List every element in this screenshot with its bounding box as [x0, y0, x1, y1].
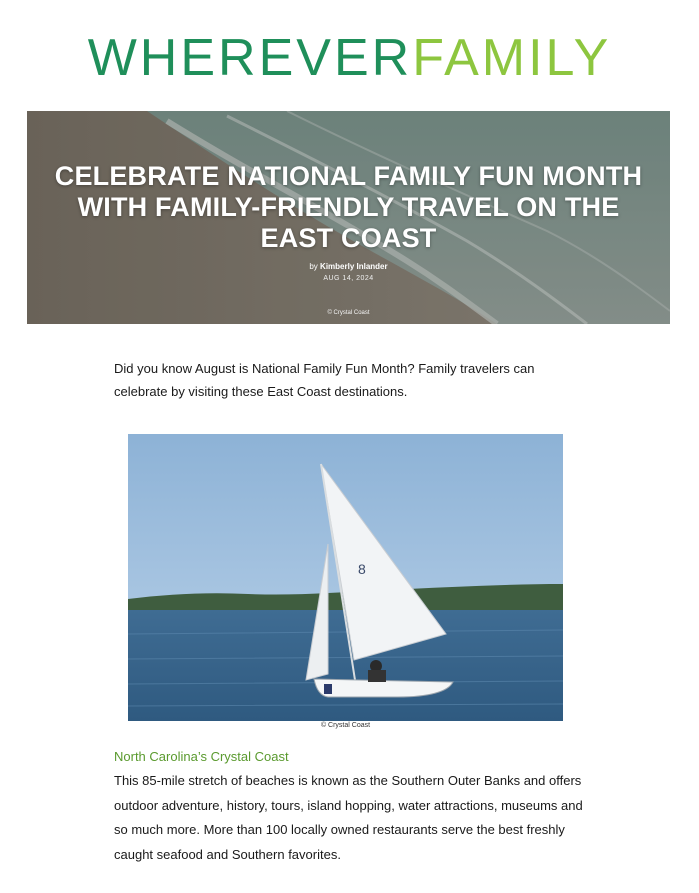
- byline: [27, 262, 670, 271]
- section-heading-crystal-coast: North Carolina’s Crystal Coast: [114, 749, 289, 764]
- author-link[interactable]: Kimberly Inlander: [320, 262, 388, 271]
- intro-paragraph: Did you know August is National Family Fun Month? Family travelers can celebrate by visiting these East Coast destinations.: [114, 361, 535, 399]
- photo-credit: © Crystal Coast: [320, 722, 371, 729]
- logo-family: FAMILY: [412, 29, 612, 87]
- byline-prefix: by: [309, 262, 318, 271]
- article-title: CELEBRATE NATIONAL FAMILY FUN MONTH WITH FAMILY-FRIENDLY TRAVEL ON THE EAST COAST: [54, 161, 643, 253]
- sailboat-photo: [128, 434, 563, 721]
- site-logo[interactable]: [0, 30, 699, 86]
- hero-banner: [27, 111, 670, 324]
- sail-number: 8: [358, 561, 366, 577]
- sailboat-image: [128, 434, 563, 721]
- hero-photo-credit: © Crystal Coast: [327, 310, 370, 316]
- logo-wherever: WHEREVER: [87, 29, 413, 87]
- section-body: This 85-mile stretch of beaches is known as the Southern Outer Banks and offers outdoor adventure, history, tours, island hopping, water attractions, museums and so much more. More than 100 locally owned restaurants serve the best freshly caught seafood and Southern favorites.: [114, 773, 583, 862]
- publish-date: AUG 14, 2024: [323, 275, 374, 282]
